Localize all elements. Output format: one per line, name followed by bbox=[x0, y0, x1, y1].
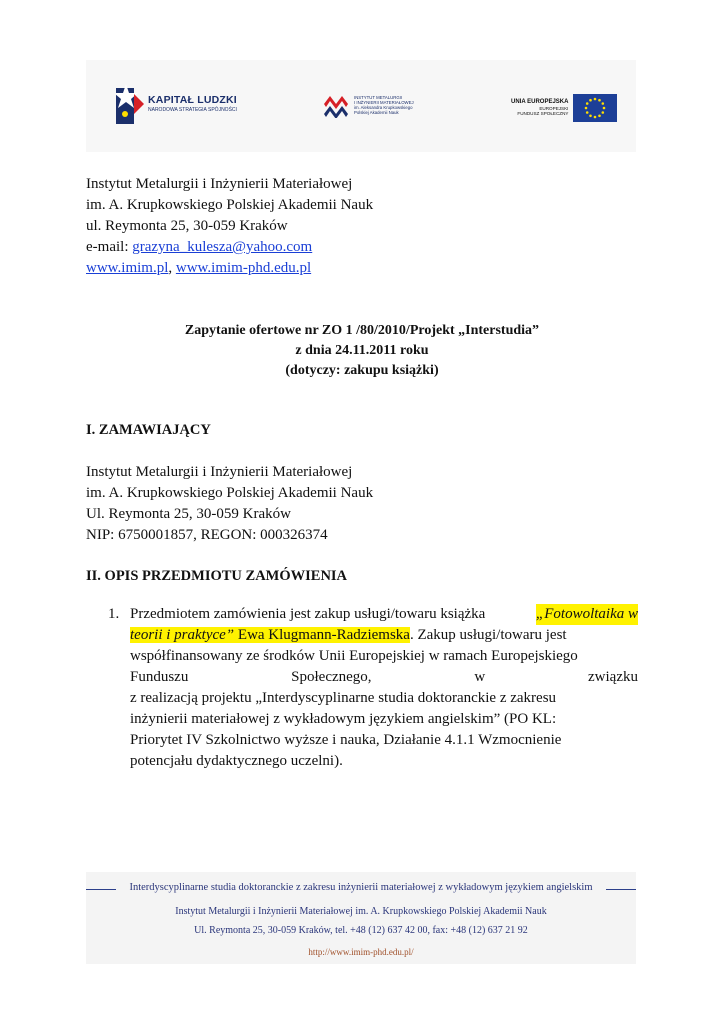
web-link-imim[interactable]: www.imim.pl bbox=[86, 260, 169, 276]
section-2-heading: II. OPIS PRZEDMIOTU ZAMÓWIENIA bbox=[86, 568, 348, 584]
kapital-ludzki-title: KAPITAŁ LUDZKI bbox=[148, 93, 237, 106]
imim-mark-icon bbox=[324, 94, 350, 118]
address-line-1: Instytut Metalurgii i Inżynierii Materiałowej bbox=[86, 176, 353, 192]
address-line-3: ul. Reymonta 25, 30-059 Kraków bbox=[86, 218, 288, 234]
footer-project-title: Interdyscyplinarne studia doktoranckie z zakresu inżynierii materiałowej z wykładowym językiem angielskim bbox=[129, 882, 593, 893]
address-block bbox=[86, 174, 373, 279]
item-line-3: współfinansowany ze środków Unii Europejskiej w ramach Europejskiego bbox=[130, 648, 578, 664]
contracting-line-3: Ul. Reymonta 25, 30-059 Kraków bbox=[86, 506, 291, 522]
item-line-4: Funduszu Społecznego, w związku bbox=[130, 669, 638, 685]
contracting-party-block bbox=[86, 462, 373, 546]
book-title-highlight-start: „Fotowoltaika w bbox=[536, 604, 638, 625]
contracting-line-4: NIP: 6750001857, REGON: 000326374 bbox=[86, 527, 328, 543]
eu-logo bbox=[511, 94, 617, 122]
document-title bbox=[86, 321, 638, 381]
imim-line-3: im. Aleksandra Krupkowskiego bbox=[354, 105, 413, 110]
email-label: e-mail: bbox=[86, 239, 133, 255]
item-line-1: Przedmiotem zamówienia jest zakup usługi/towaru książka „Fotowoltaika w bbox=[130, 604, 638, 625]
address-line-2: im. A. Krupkowskiego Polskiej Akademii Nauk bbox=[86, 197, 374, 213]
imim-line-1: INSTYTUT METALURGII bbox=[354, 95, 403, 101]
web-link-imim-phd[interactable]: www.imim-phd.edu.pl bbox=[175, 260, 312, 276]
title-line-2: z dnia 24.11.2011 roku bbox=[295, 343, 429, 358]
kapital-ludzki-subtitle: NARODOWA STRATEGIA SPÓJNOŚCI bbox=[148, 107, 237, 114]
item-line-5: z realizacją projektu „Interdyscyplinarne studia doktoranckie z zakresu bbox=[130, 690, 557, 706]
item-line-6: inżynierii materiałowej z wykładowym językiem angielskim” (PO KL: bbox=[130, 711, 557, 727]
contracting-line-1: Instytut Metalurgii i Inżynierii Materiałowej bbox=[86, 464, 353, 480]
imim-logo bbox=[324, 94, 414, 118]
list-item-text bbox=[130, 604, 638, 772]
imim-line-4: Polskiej Akademii Nauk bbox=[354, 109, 399, 115]
footer-url[interactable]: http://www.imim-phd.edu.pl/ bbox=[308, 947, 414, 957]
email-link[interactable]: grazyna_kulesza@yahoo.com bbox=[132, 239, 313, 255]
section-1-heading: I. ZAMAWIAJĄCY bbox=[86, 422, 211, 438]
imim-line-2: I INŻYNIERII MATERIAŁOWEJ bbox=[354, 100, 414, 106]
title-line-1: Zapytanie ofertowe nr ZO 1 /80/2010/Projekt „Interstudia” bbox=[184, 323, 540, 338]
footer-institute: Instytut Metalurgii i Inżynierii Materiałowej im. A. Krupkowskiego Polskiej Akademii Nauk bbox=[175, 906, 547, 917]
eu-line-3: FUNDUSZ SPOŁECZNY bbox=[517, 111, 569, 117]
web-line bbox=[86, 258, 373, 279]
kapital-ludzki-logo bbox=[116, 84, 237, 124]
book-author-highlight: Ewa Klugmann-Radziemska bbox=[234, 627, 410, 643]
item-line-8: potencjału dydaktycznego uczelni). bbox=[130, 753, 343, 769]
email-line bbox=[86, 237, 373, 258]
title-line-3: (dotyczy: zakupu książki) bbox=[285, 363, 439, 378]
list-item-number: 1. bbox=[108, 606, 120, 622]
kapital-ludzki-star-icon bbox=[116, 84, 144, 124]
item-line-2: teorii i praktyce” Ewa Klugmann-Radziemska. Zakup usługi/towaru jest bbox=[130, 627, 567, 643]
book-title-highlight-end: teorii i praktyce” bbox=[130, 627, 235, 643]
eu-line-2: EUROPEJSKI bbox=[539, 106, 569, 112]
eu-line-1: UNIA EUROPEJSKA bbox=[511, 99, 569, 106]
footer-band bbox=[86, 872, 636, 964]
web-separator: , bbox=[168, 260, 176, 276]
footer-contact: Ul. Reymonta 25, 30-059 Kraków, tel. +48 (12) 637 42 00, fax: +48 (12) 637 21 92 bbox=[194, 925, 528, 936]
header-logos-band bbox=[86, 60, 636, 152]
item-line-7: Priorytet IV Szkolnictwo wyższe i nauka, Działanie 4.1.1 Wzmocnienie bbox=[130, 732, 562, 748]
eu-flag-icon bbox=[573, 94, 617, 122]
contracting-line-2: im. A. Krupkowskiego Polskiej Akademii Nauk bbox=[86, 485, 374, 501]
